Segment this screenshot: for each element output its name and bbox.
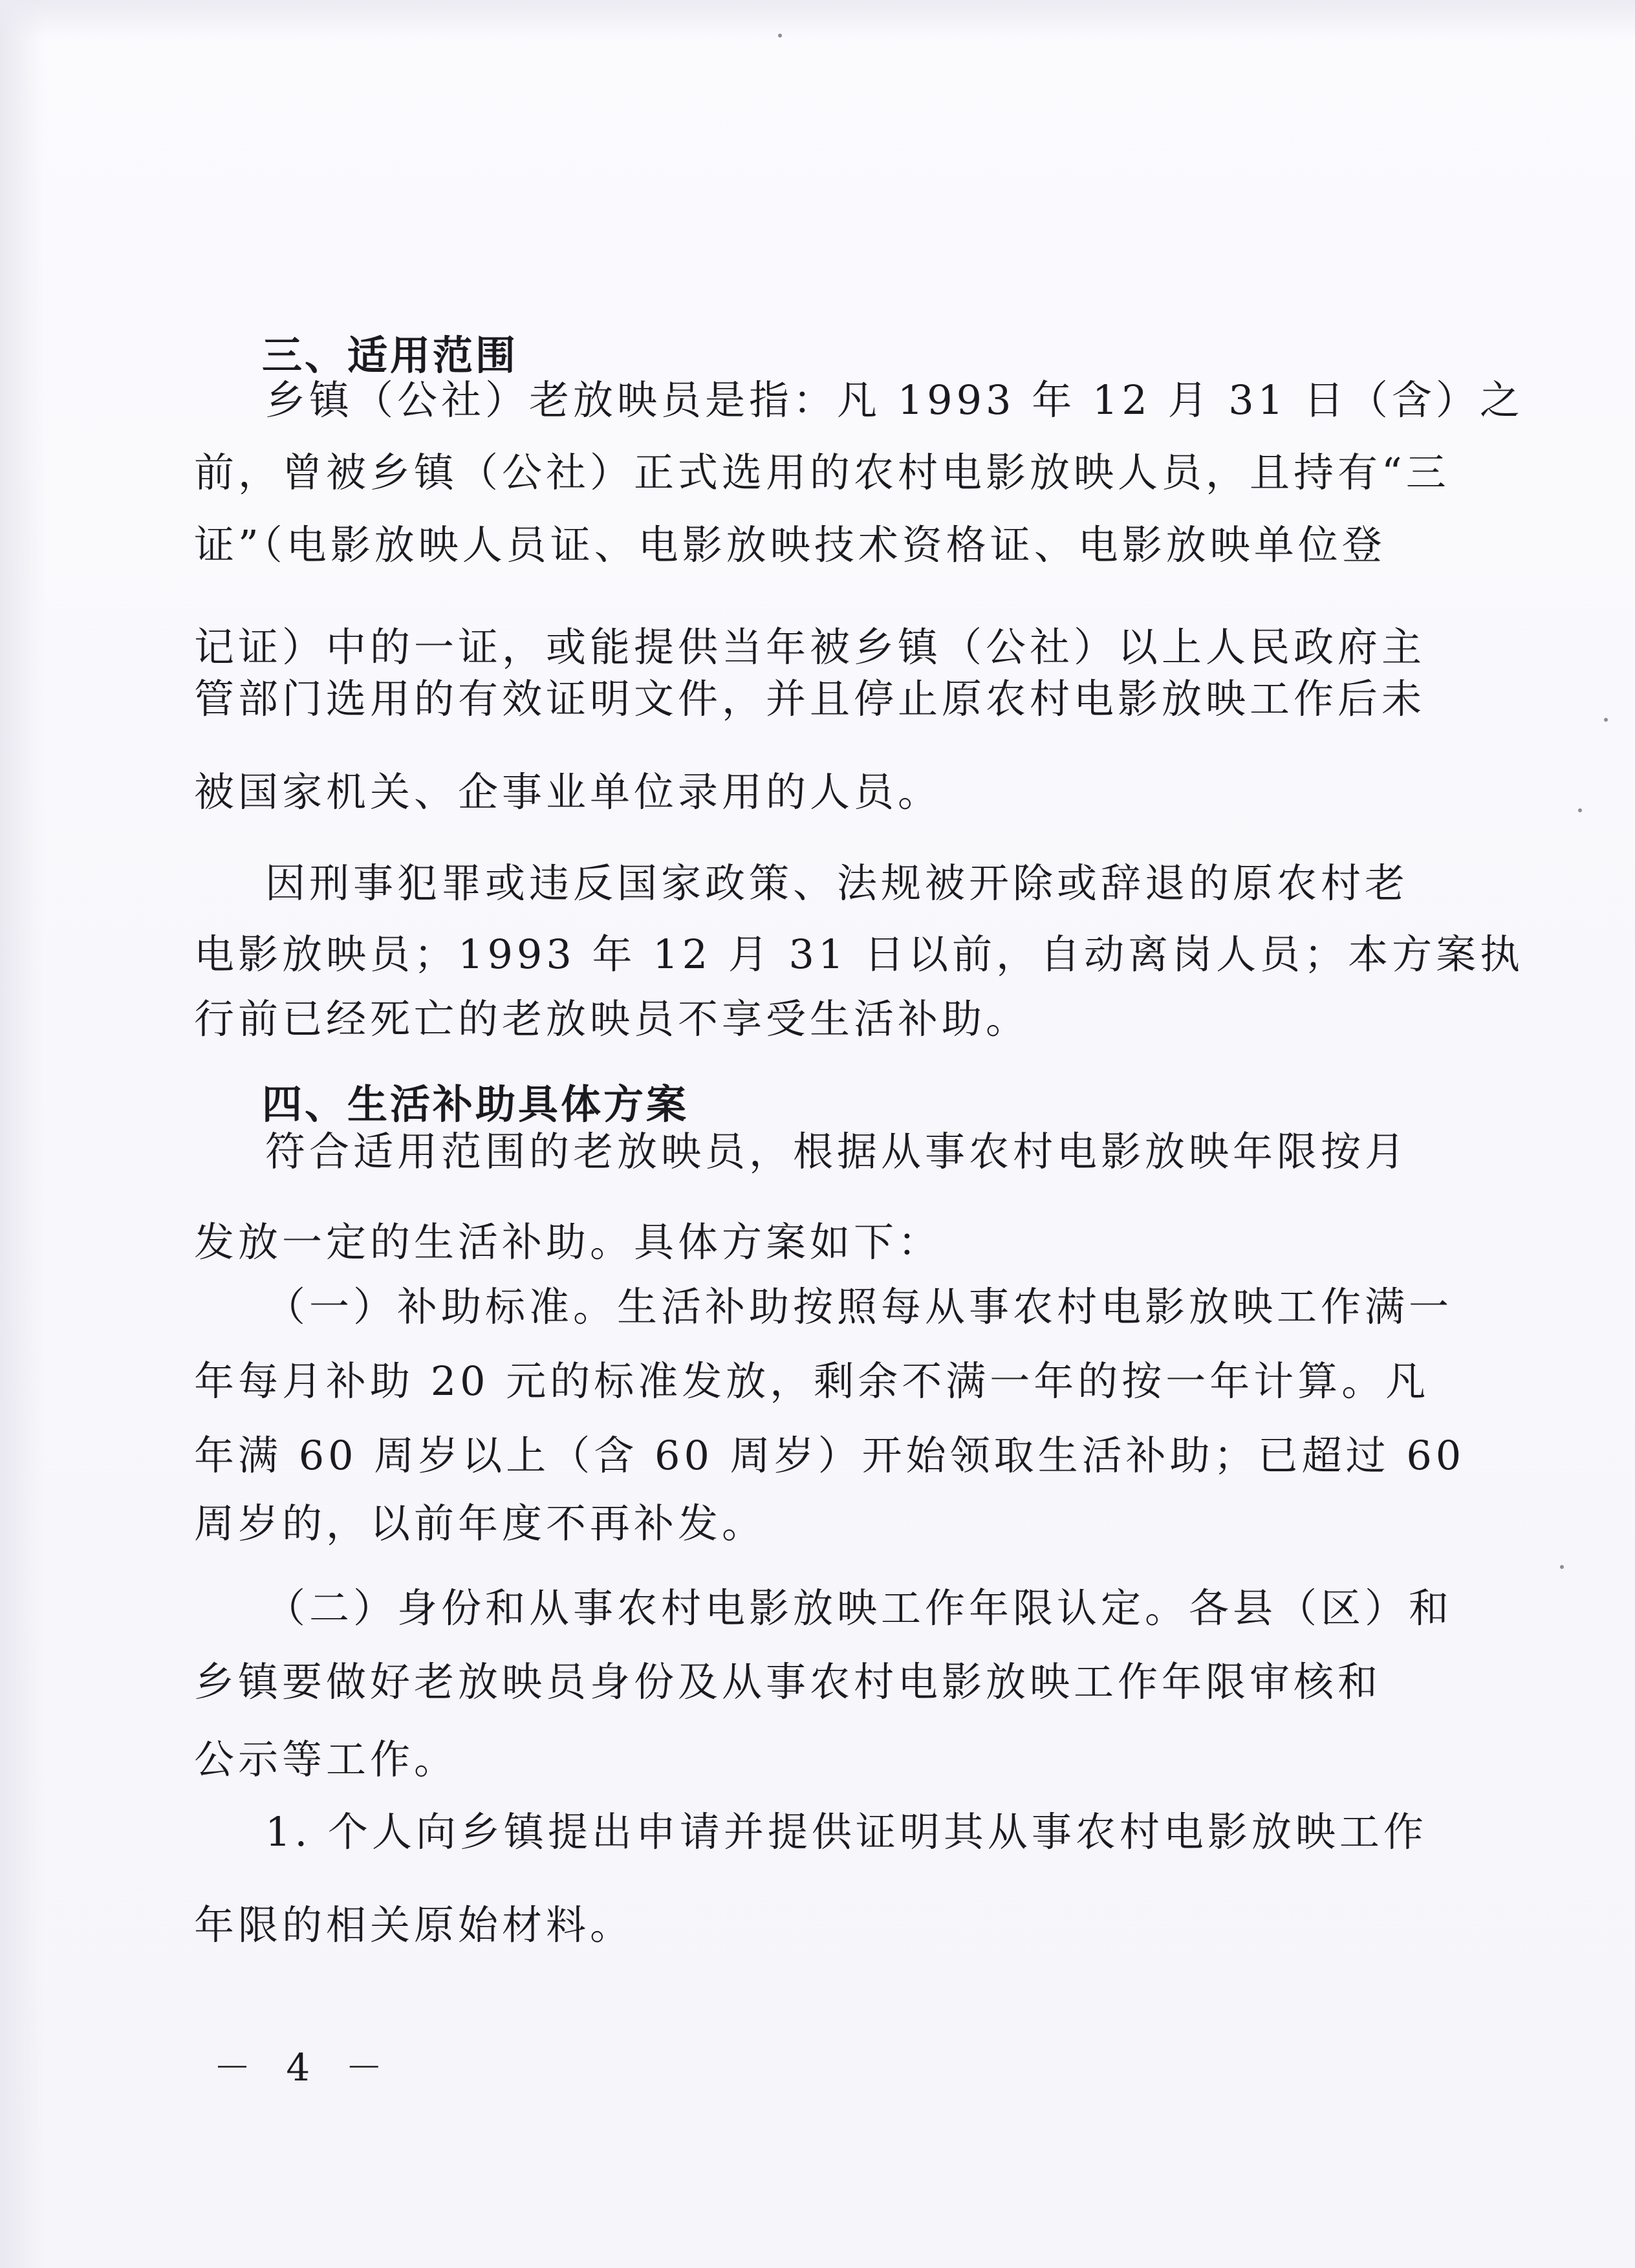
- scan-speck: [1560, 1565, 1564, 1569]
- section-3-line-9: 行前已经死亡的老放映员不享受生活补助。: [194, 995, 1030, 1042]
- section-3-line-3: 证”（电影放映人员证、电影放映技术资格证、电影放映单位登: [194, 521, 1386, 568]
- section-4-line-10: 1. 个人向乡镇提出申请并提供证明其从事农村电影放映工作: [265, 1808, 1427, 1855]
- section-4-line-11: 年限的相关原始材料。: [194, 1901, 634, 1949]
- section-3-line-5: 管部门选用的有效证明文件，并且停止原农村电影放映工作后未: [194, 675, 1426, 722]
- scan-shadow-left: [0, 0, 45, 2268]
- section-3-line-8: 电影放映员；1993 年 12 月 31 日以前，自动离岗人员；本方案执: [194, 931, 1524, 978]
- section-4-line-9: 公示等工作。: [194, 1736, 459, 1783]
- scan-shadow-top: [0, 0, 1635, 39]
- section-3-line-7: 因刑事犯罪或违反国家政策、法规被开除或辞退的原农村老: [265, 859, 1409, 907]
- section-3-title: 三、适用范围: [262, 332, 519, 379]
- section-4-line-4: 年每月补助 20 元的标准发放，剩余不满一年的按一年计算。凡: [194, 1357, 1430, 1405]
- section-3-line-6: 被国家机关、企事业单位录用的人员。: [194, 768, 942, 815]
- section-4-line-6: 周岁的，以前年度不再补发。: [194, 1500, 766, 1547]
- section-4-line-1: 符合适用范围的老放映员，根据从事农村电影放映年限按月: [265, 1128, 1409, 1175]
- section-3-line-2: 前，曾被乡镇（公社）正式选用的农村电影放映人员，且持有“三: [194, 449, 1450, 496]
- section-4-title: 四、生活补助具体方案: [262, 1081, 689, 1128]
- scan-speck: [778, 34, 782, 38]
- section-4-line-8: 乡镇要做好老放映员身份及从事农村电影放映工作年限审核和: [194, 1658, 1382, 1705]
- scan-speck: [1604, 718, 1608, 722]
- section-4-line-5: 年满 60 周岁以上（含 60 周岁）开始领取生活补助；已超过 60: [194, 1432, 1466, 1479]
- scan-speck: [1578, 808, 1582, 812]
- page-number: － 4 －: [213, 2046, 395, 2090]
- section-4-line-3: （一）补助标准。生活补助按照每从事农村电影放映工作满一: [265, 1283, 1453, 1330]
- section-4-line-7: （二）身份和从事农村电影放映工作年限认定。各县（区）和: [265, 1584, 1453, 1632]
- section-3-line-4: 记证）中的一证，或能提供当年被乡镇（公社）以上人民政府主: [194, 623, 1426, 671]
- section-4-line-2: 发放一定的生活补助。具体方案如下：: [194, 1218, 942, 1266]
- section-3-line-1: 乡镇（公社）老放映员是指：凡 1993 年 12 月 31 日（含）之: [265, 376, 1524, 424]
